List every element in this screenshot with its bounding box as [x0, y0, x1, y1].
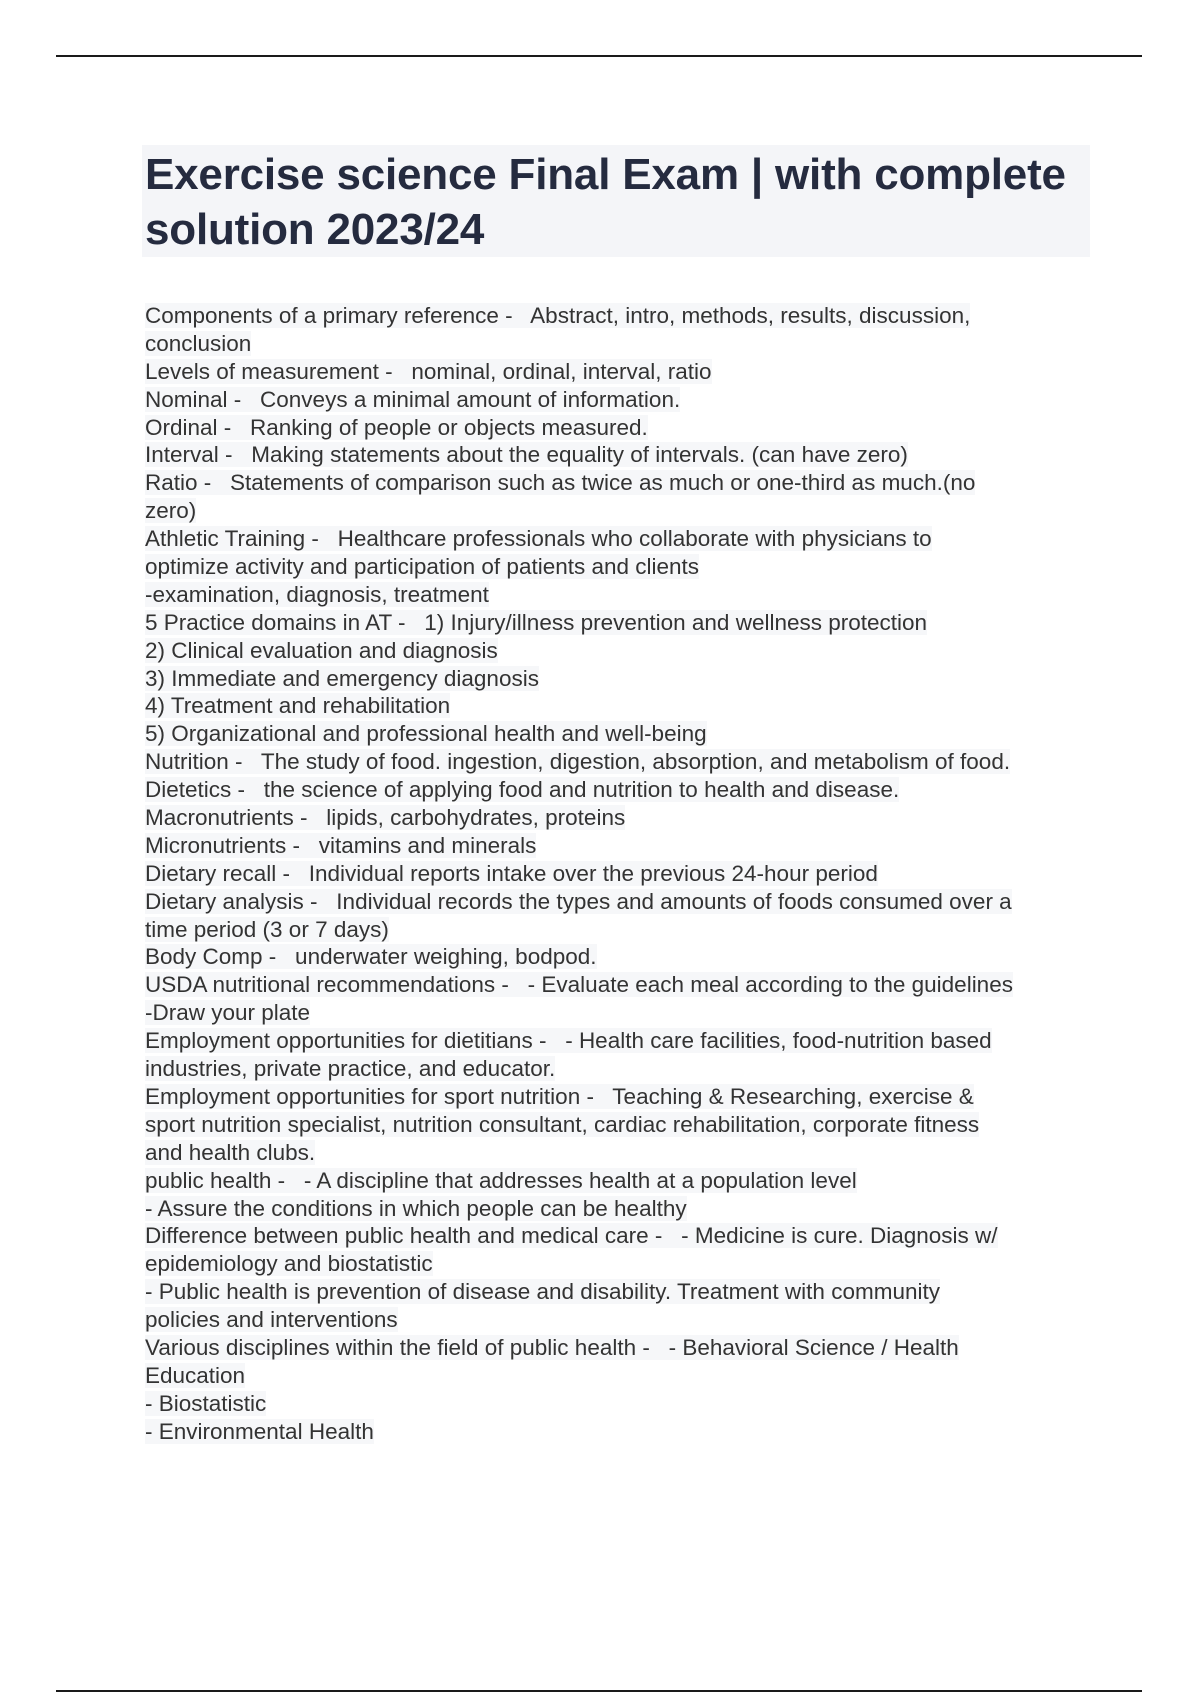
text-line [145, 609, 1090, 637]
text-line [145, 525, 1090, 553]
document-title: Exercise science Final Exam | with complete solution 2023/24 [145, 150, 1066, 254]
bottom-rule [56, 1690, 1142, 1692]
text-line [145, 330, 1090, 358]
text-line [145, 888, 1090, 916]
text-line [145, 1278, 1090, 1306]
text-line [145, 581, 1090, 609]
text-line [145, 776, 1090, 804]
text-line [145, 692, 1090, 720]
text-line [145, 748, 1090, 776]
text-line-content: Interval - Making statements about the equality of intervals. (can have zero) [145, 442, 908, 468]
text-line-content: and health clubs. [145, 1139, 316, 1165]
text-line [145, 1055, 1090, 1083]
text-line-content: Ratio - Statements of comparison such as twice as much or one-third as much.(no [145, 470, 976, 496]
text-line [145, 971, 1090, 999]
text-line-content: Micronutrients - vitamins and minerals [145, 832, 537, 858]
text-line [145, 1167, 1090, 1195]
text-line-content: 5) Organizational and professional health and well-being [145, 721, 707, 747]
text-line-content: 4) Treatment and rehabilitation [145, 693, 451, 719]
text-line [145, 441, 1090, 469]
text-line-content: USDA nutritional recommendations - - Evaluate each meal according to the guidelines [145, 972, 1013, 998]
text-line-content: Athletic Training - Healthcare professionals who collaborate with physicians to [145, 526, 932, 552]
text-line [145, 637, 1090, 665]
text-line [145, 1250, 1090, 1278]
text-line-content: Ordinal - Ranking of people or objects measured. [145, 414, 648, 440]
text-line [145, 1390, 1090, 1418]
text-line-content: time period (3 or 7 days) [145, 916, 389, 942]
text-line [145, 1195, 1090, 1223]
text-line-content: epidemiology and biostatistic [145, 1251, 433, 1277]
text-line [145, 916, 1090, 944]
text-line [145, 1139, 1090, 1167]
text-line [145, 414, 1090, 442]
text-line-content: industries, private practice, and educator. [145, 1056, 556, 1082]
text-line [145, 943, 1090, 971]
text-line-content: Various disciplines within the field of public health - - Behavioral Science / Health [145, 1334, 959, 1360]
text-line [145, 1362, 1090, 1390]
text-line [145, 1083, 1090, 1111]
text-line [145, 1111, 1090, 1139]
text-line [145, 1306, 1090, 1334]
text-line [145, 497, 1090, 525]
text-line-content: Nominal - Conveys a minimal amount of information. [145, 386, 681, 412]
text-line-content: - Environmental Health [145, 1418, 374, 1444]
text-line-content: Dietetics - the science of applying food and nutrition to health and disease. [145, 777, 900, 803]
text-line [145, 358, 1090, 386]
text-line-content: Education [145, 1362, 246, 1388]
text-line-content: optimize activity and participation of patients and clients [145, 554, 700, 580]
text-line-content: - Public health is prevention of disease and disability. Treatment with community [145, 1279, 940, 1305]
text-line [145, 999, 1090, 1027]
text-line-content: policies and interventions [145, 1307, 398, 1333]
text-line-content: public health - - A discipline that addresses health at a population level [145, 1167, 857, 1193]
text-line-content: Levels of measurement - nominal, ordinal, interval, ratio [145, 358, 712, 384]
text-line-content: Macronutrients - lipids, carbohydrates, proteins [145, 805, 626, 831]
text-line-content: -Draw your plate [145, 1000, 311, 1026]
text-line-content: Dietary analysis - Individual records the types and amounts of foods consumed over a [145, 888, 1012, 914]
document-body [145, 302, 1090, 1446]
text-line-content: Difference between public health and medical care - - Medicine is cure. Diagnosis w/ [145, 1223, 998, 1249]
top-rule [56, 55, 1142, 57]
text-line-content: Employment opportunities for sport nutrition - Teaching & Researching, exercise & [145, 1083, 974, 1109]
text-line-content: 3) Immediate and emergency diagnosis [145, 665, 539, 691]
text-line [145, 553, 1090, 581]
title-block [142, 145, 1090, 257]
text-line-content: sport nutrition specialist, nutrition consultant, cardiac rehabilitation, corporate fitness [145, 1111, 980, 1137]
text-line [145, 469, 1090, 497]
text-line [145, 665, 1090, 693]
text-line [145, 1222, 1090, 1250]
text-line-content: Employment opportunities for dietitians - - Health care facilities, food-nutrition based [145, 1028, 992, 1054]
text-line [145, 386, 1090, 414]
text-line-content: conclusion [145, 330, 252, 356]
text-line [145, 860, 1090, 888]
text-line-content: 5 Practice domains in AT - 1) Injury/illness prevention and wellness protection [145, 609, 928, 635]
text-line [145, 1418, 1090, 1446]
text-line-content: 2) Clinical evaluation and diagnosis [145, 637, 498, 663]
text-line-content: - Biostatistic [145, 1390, 267, 1416]
text-line [145, 804, 1090, 832]
text-line [145, 720, 1090, 748]
text-line-content: -examination, diagnosis, treatment [145, 581, 489, 607]
text-line-content: Dietary recall - Individual reports intake over the previous 24-hour period [145, 860, 878, 886]
text-line [145, 832, 1090, 860]
text-line [145, 302, 1090, 330]
text-line-content: zero) [145, 498, 197, 524]
text-line [145, 1027, 1090, 1055]
text-line-content: Nutrition - The study of food. ingestion, digestion, absorption, and metabolism of food. [145, 749, 1011, 775]
text-line-content: Components of a primary reference - Abstract, intro, methods, results, discussion, [145, 303, 971, 328]
text-line-content: Body Comp - underwater weighing, bodpod. [145, 944, 597, 970]
text-line-content: - Assure the conditions in which people can be healthy [145, 1195, 687, 1221]
text-line [145, 1334, 1090, 1362]
